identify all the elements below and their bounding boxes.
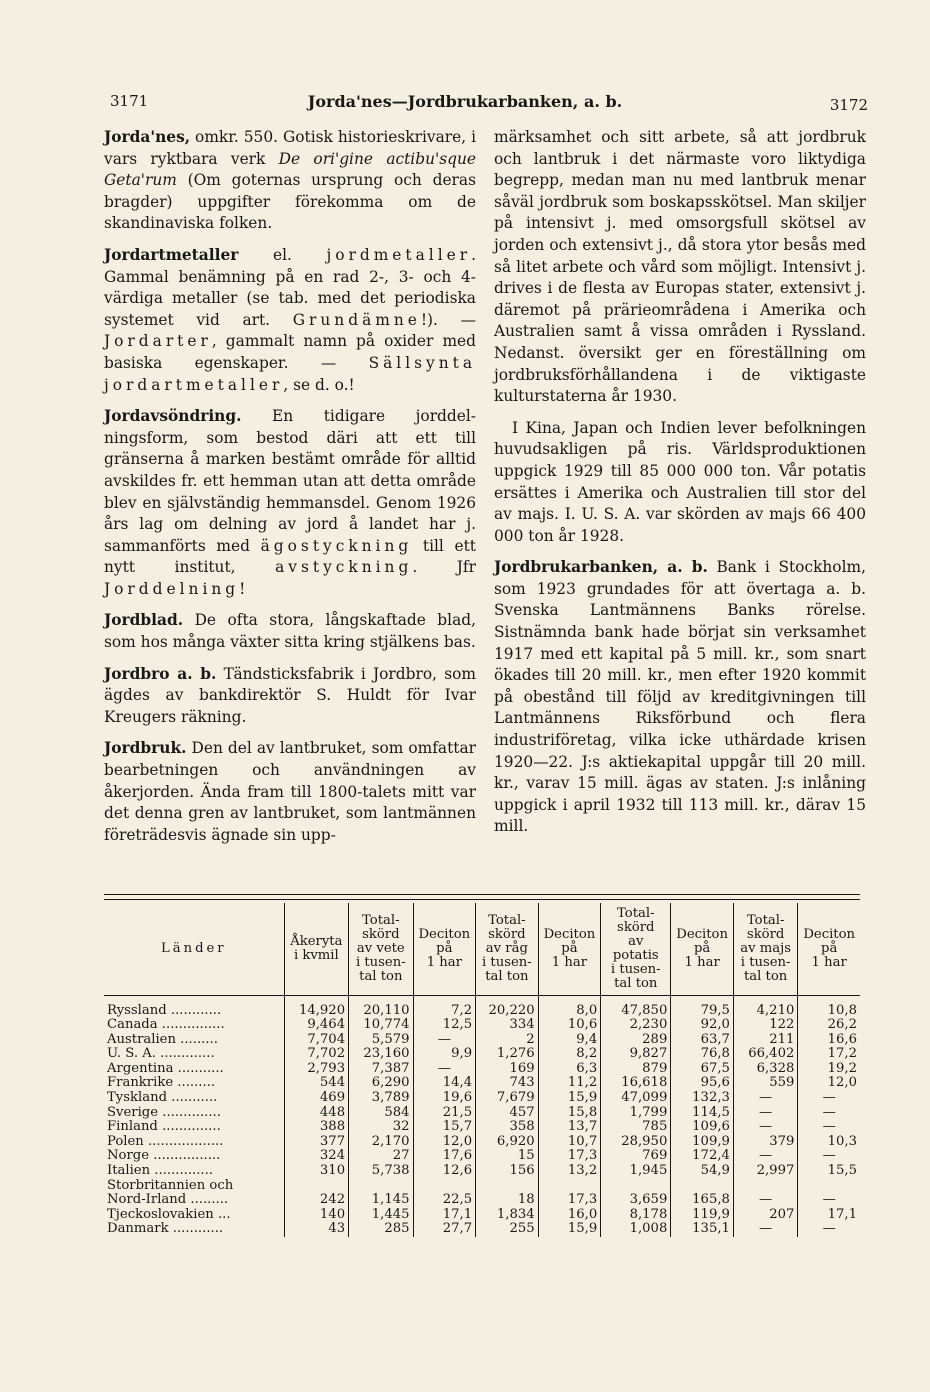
value-cell: 76,8: [671, 1047, 734, 1062]
table-header-row: [104, 903, 860, 995]
value-cell: 5,579: [349, 1033, 413, 1048]
value-cell: 15,9: [538, 1091, 601, 1106]
entry-jordavsondring: [104, 406, 476, 600]
value-cell: [671, 1179, 734, 1194]
value-cell: 109,6: [671, 1120, 734, 1135]
value-cell: 12,0: [413, 1135, 476, 1150]
entry-text: . Gammal benämning på en rad 2-, 3- och 4-värdiga metaller (se tab. med det periodiska systemet vid art.: [104, 245, 476, 329]
country-cell: Australien .........: [107, 1031, 218, 1047]
value-cell: 9,9: [413, 1047, 476, 1062]
value-cell: —: [733, 1106, 797, 1121]
entry-text: Den del av lantbruket, som omfattar bearbetningen och användningen av åkerjorden. Ända fram till 1800-talets mitt var det denna gren av lantbruket, som lantmännen företrädesvis ägnade sin upp-: [104, 739, 476, 844]
value-cell: 66,402: [733, 1047, 797, 1062]
value-cell: 8,2: [538, 1047, 601, 1062]
entry-text: En tidigare jorddelningsform, som bestod däri att ett till gränserna å marken bestämt område för alltid avskildes fr. ett hemman utan att detta område blev en självständig hemmansdel. Genom 1926 års lag om delning av jord å landet har j. sammanförts med: [104, 407, 476, 555]
value-cell: 15,9: [538, 1222, 601, 1237]
entry-text: , se d. o.!: [283, 375, 355, 394]
value-cell: 21,5: [413, 1106, 476, 1121]
value-cell: 23,160: [349, 1047, 413, 1062]
value-cell: 10,7: [538, 1135, 601, 1150]
value-cell: 26,2: [798, 1018, 860, 1033]
table-row: [104, 995, 860, 1018]
value-cell: 324: [284, 1149, 349, 1164]
spaced-term: jordmetaller: [326, 245, 472, 264]
table-row: [104, 1106, 860, 1121]
country-cell: Canada ...............: [107, 1017, 225, 1033]
table-row: [104, 1135, 860, 1150]
table-row: [104, 1062, 860, 1077]
value-cell: [538, 1179, 601, 1194]
country-cell: Ryssland ............: [107, 1002, 222, 1018]
entry-text: Tändsticksfabrik i Jordbro, som ägdes av bankdirektör S. Huldt för Ivar Kreugers räkning.: [104, 664, 476, 726]
value-cell: 11,2: [538, 1076, 601, 1091]
value-cell: 12,6: [413, 1164, 476, 1179]
value-cell: 17,2: [798, 1047, 860, 1062]
value-cell: 119,9: [671, 1208, 734, 1223]
value-cell: 379: [733, 1135, 797, 1150]
value-cell: 169: [476, 1062, 539, 1077]
value-cell: 1,276: [476, 1047, 539, 1062]
value-cell: 10,3: [798, 1135, 860, 1150]
value-cell: 12,5: [413, 1018, 476, 1033]
value-cell: 92,0: [671, 1018, 734, 1033]
value-cell: —: [733, 1091, 797, 1106]
value-cell: 16,0: [538, 1208, 601, 1223]
value-cell: 1,799: [601, 1106, 671, 1121]
value-cell: 289: [601, 1033, 671, 1048]
entry-head: Jordartmetaller: [104, 245, 239, 264]
value-cell: 14,4: [413, 1076, 476, 1091]
entry-jordbrukarbanken: [494, 557, 866, 838]
page-number-left: 3171: [110, 92, 149, 110]
value-cell: —: [733, 1193, 797, 1208]
value-cell: 47,850: [601, 995, 671, 1018]
value-cell: 10,6: [538, 1018, 601, 1033]
entry-head: Jordbruk.: [104, 739, 187, 758]
header-potato-total: Total- skörd av potatis i tusen- tal ton: [601, 903, 671, 995]
table-row: [104, 1164, 860, 1179]
country-cell: U. S. A. .............: [107, 1046, 215, 1062]
value-cell: 9,464: [284, 1018, 349, 1033]
table-row: [104, 1179, 860, 1194]
country-cell: Argentina ...........: [107, 1060, 224, 1076]
value-cell: [413, 1179, 476, 1194]
spaced-term: Grundämne: [292, 310, 421, 329]
value-cell: 19,6: [413, 1091, 476, 1106]
entry-text: , gammalt namn på oxider med basiska egenskaper. —: [104, 332, 476, 372]
table-row: [104, 1222, 860, 1237]
value-cell: 4,210: [733, 995, 797, 1018]
value-cell: 6,328: [733, 1062, 797, 1077]
value-cell: 14,920: [284, 995, 349, 1018]
value-cell: 1,008: [601, 1222, 671, 1237]
table-top-rule: [104, 894, 860, 895]
entry-text: !: [239, 579, 246, 598]
value-cell: 20,110: [349, 995, 413, 1018]
table-row: [104, 1047, 860, 1062]
country-cell: Nord-Irland .........: [107, 1192, 229, 1208]
value-cell: 5,738: [349, 1164, 413, 1179]
entry-text: !). —: [420, 310, 476, 329]
value-cell: 377: [284, 1135, 349, 1150]
value-cell: —: [798, 1149, 860, 1164]
entry-jordanes: [104, 127, 476, 235]
value-cell: 28,950: [601, 1135, 671, 1150]
value-cell: 7,2: [413, 995, 476, 1018]
header-maize-total: Total- skörd av majs i tusen- tal ton: [733, 903, 797, 995]
value-cell: 448: [284, 1106, 349, 1121]
table-row: [104, 1208, 860, 1223]
value-cell: 17,1: [798, 1208, 860, 1223]
entry-text: Bank i Stockholm, som 1923 grundades för att övertaga a. b. Svenska Lantmännens Banks rörelse. Sistnämnda bank hade börjat sin verksamhet 1917 med ett kapital på 5 mill. kr., som snart ökades till 20 mill. kr., men efter 1920 kommit på obestånd till följd av kreditgivningen till Lantmännens Riksförbund och flera industriföretag, vilka icke uthärdade krisen 1920—22. J:s aktiekapital uppgår till 20 mill. kr., varav 15 mill. ägas av staten. J:s inlåning uppgick i april 1932 till 113 mill. kr., därav 15 mill.: [494, 558, 866, 836]
value-cell: 255: [476, 1222, 539, 1237]
table-row: [104, 1091, 860, 1106]
value-cell: 1,145: [349, 1193, 413, 1208]
left-column: [104, 127, 476, 856]
value-cell: 1,945: [601, 1164, 671, 1179]
value-cell: 7,679: [476, 1091, 539, 1106]
work-title: De ori'gine actibu'sque Geta'rum: [104, 149, 476, 190]
value-cell: 13,7: [538, 1120, 601, 1135]
value-cell: 7,702: [284, 1047, 349, 1062]
entry-jordblad: [104, 610, 476, 653]
value-cell: 32: [349, 1120, 413, 1135]
value-cell: 16,618: [601, 1076, 671, 1091]
header-wheat-total: Total- skörd av vete i tusen- tal ton: [349, 903, 413, 995]
value-cell: 95,6: [671, 1076, 734, 1091]
value-cell: —: [733, 1222, 797, 1237]
value-cell: 43: [284, 1222, 349, 1237]
value-cell: 2,230: [601, 1018, 671, 1033]
spaced-term: Jordarter: [104, 332, 212, 351]
value-cell: 172,4: [671, 1149, 734, 1164]
value-cell: 743: [476, 1076, 539, 1091]
value-cell: 17,3: [538, 1149, 601, 1164]
value-cell: 13,2: [538, 1164, 601, 1179]
entry-head: Jorda'nes,: [104, 128, 191, 146]
table-row: [104, 1193, 860, 1208]
value-cell: 9,827: [601, 1047, 671, 1062]
table-row: [104, 1076, 860, 1091]
value-cell: 6,290: [349, 1076, 413, 1091]
value-cell: 156: [476, 1164, 539, 1179]
value-cell: 1,445: [349, 1208, 413, 1223]
value-cell: 6,3: [538, 1062, 601, 1077]
country-cell: Frankrike .........: [107, 1075, 216, 1091]
value-cell: 559: [733, 1076, 797, 1091]
table-row: [104, 1149, 860, 1164]
table-body: [104, 995, 860, 1237]
value-cell: 3,659: [601, 1193, 671, 1208]
value-cell: —: [733, 1120, 797, 1135]
value-cell: 8,178: [601, 1208, 671, 1223]
country-cell: Finland ..............: [107, 1119, 221, 1135]
value-cell: 3,789: [349, 1091, 413, 1106]
entry-text: (Om goternas ursprung och deras bragder) uppgifter förekomma om de skandinaviska folken.: [104, 171, 476, 233]
table-top-rule: [104, 899, 860, 900]
value-cell: 584: [349, 1106, 413, 1121]
header-arable-area: Åkeryta i kvmil: [284, 903, 349, 995]
value-cell: [798, 1179, 860, 1194]
entry-jordbruk-continued: märksamhet och sitt arbete, så att jordbruk och lantbruk i det närmaste voro liktydiga begrepp, medan man nu med lantbruk menar såväl jordbruk som boskapsskötsel. Man skiljer på intensivt j. med omsorgsfull skötsel av jorden och extensivt j., då stora ytor besås med så litet arbete och vård som möjligt. Intensivt j. drives i de flesta av Europas stater, extensivt j. däremot på prärieområdena i Amerika och Australien samt å vissa områden i Ryssland. Nedanst. översikt ger en föreställning om jordbruksförhållandena i de viktigaste kulturstaterna år 1930.: [494, 128, 866, 406]
value-cell: [476, 1179, 539, 1194]
entry-jordbruk-kina: I Kina, Japan och Indien lever befolkningen huvudsakligen på ris. Världsproduktionen uppgick 1929 till 85 000 000 ton. Vår potatis ersättes i Amerika och Australien till stor del av majs. I. U. S. A. var skörden av majs 66 400 000 ton år 1928.: [494, 418, 866, 545]
value-cell: 2: [476, 1033, 539, 1048]
entry-head: Jordbro a. b.: [104, 664, 217, 683]
value-cell: 67,5: [671, 1062, 734, 1077]
header-wheat-yield: Deciton på 1 har: [413, 903, 476, 995]
value-cell: 6,920: [476, 1135, 539, 1150]
country-cell: Storbritannien och: [107, 1177, 234, 1193]
value-cell: 114,5: [671, 1106, 734, 1121]
entry-jordbro: [104, 664, 476, 729]
value-cell: 17,3: [538, 1193, 601, 1208]
header-countries: Länder: [104, 903, 284, 995]
value-cell: 12,0: [798, 1076, 860, 1091]
value-cell: —: [733, 1149, 797, 1164]
value-cell: 310: [284, 1164, 349, 1179]
value-cell: 15,5: [798, 1164, 860, 1179]
value-cell: —: [798, 1106, 860, 1121]
country-cell: Norge ................: [107, 1148, 221, 1164]
value-cell: —: [798, 1222, 860, 1237]
value-cell: [733, 1179, 797, 1194]
value-cell: 7,387: [349, 1062, 413, 1077]
value-cell: 132,3: [671, 1091, 734, 1106]
value-cell: 15: [476, 1149, 539, 1164]
value-cell: 242: [284, 1193, 349, 1208]
value-cell: 285: [349, 1222, 413, 1237]
value-cell: 15,8: [538, 1106, 601, 1121]
value-cell: —: [413, 1062, 476, 1077]
entry-head: Jordblad.: [104, 611, 184, 630]
table-row: [104, 1120, 860, 1135]
value-cell: 122: [733, 1018, 797, 1033]
header-maize-yield: Deciton på 1 har: [798, 903, 860, 995]
value-cell: 135,1: [671, 1222, 734, 1237]
crop-statistics-table: [104, 903, 860, 1237]
entry-jordbruk: [104, 738, 476, 846]
value-cell: 1,834: [476, 1208, 539, 1223]
spaced-term: ägostyckning: [260, 536, 413, 555]
table-row: [104, 1018, 860, 1033]
value-cell: 334: [476, 1018, 539, 1033]
entry-head: Jordavsöndring.: [104, 407, 242, 426]
value-cell: 207: [733, 1208, 797, 1223]
value-cell: 457: [476, 1106, 539, 1121]
value-cell: 2,170: [349, 1135, 413, 1150]
page-number-right: 3172: [829, 96, 868, 114]
value-cell: [349, 1179, 413, 1194]
running-title: Jorda'nes—Jordbrukarbanken, a. b.: [307, 92, 623, 111]
header-rye-yield: Deciton på 1 har: [538, 903, 601, 995]
value-cell: 2,997: [733, 1164, 797, 1179]
header-potato-yield: Deciton på 1 har: [671, 903, 734, 995]
value-cell: 879: [601, 1062, 671, 1077]
country-cell: Italien ..............: [107, 1163, 213, 1179]
spaced-term: avstyckning: [275, 558, 413, 577]
country-cell: Tyskland ...........: [107, 1090, 218, 1106]
value-cell: 388: [284, 1120, 349, 1135]
header-rye-total: Total- skörd av råg i tusen- tal ton: [476, 903, 539, 995]
value-cell: 358: [476, 1120, 539, 1135]
value-cell: 20,220: [476, 995, 539, 1018]
value-cell: 7,704: [284, 1033, 349, 1048]
value-cell: —: [413, 1033, 476, 1048]
value-cell: 16,6: [798, 1033, 860, 1048]
value-cell: 469: [284, 1091, 349, 1106]
right-column: [494, 127, 866, 848]
entry-text: . Jfr: [412, 558, 476, 577]
value-cell: 79,5: [671, 995, 734, 1018]
entry-text: omkr. 550. Gotisk historieskrivare, i vars ryktbara verk: [104, 128, 476, 168]
entry-text: De ofta stora, långskaftade blad, som hos många växter sitta kring stjälkens bas.: [104, 611, 476, 652]
value-cell: 27: [349, 1149, 413, 1164]
value-cell: 22,5: [413, 1193, 476, 1208]
country-cell: Danmark ............: [107, 1221, 224, 1237]
value-cell: 109,9: [671, 1135, 734, 1150]
value-cell: 17,6: [413, 1149, 476, 1164]
value-cell: 769: [601, 1149, 671, 1164]
value-cell: —: [798, 1120, 860, 1135]
value-cell: 15,7: [413, 1120, 476, 1135]
value-cell: 63,7: [671, 1033, 734, 1048]
value-cell: 19,2: [798, 1062, 860, 1077]
value-cell: 17,1: [413, 1208, 476, 1223]
spaced-term: Sällsynta jordartmetaller: [104, 353, 476, 394]
value-cell: [601, 1179, 671, 1194]
entry-text: till ett nytt institut,: [104, 536, 476, 577]
value-cell: 54,9: [671, 1164, 734, 1179]
value-cell: 165,8: [671, 1193, 734, 1208]
value-cell: 10,774: [349, 1018, 413, 1033]
country-cell: Tjeckoslovakien ...: [107, 1206, 231, 1222]
value-cell: 2,793: [284, 1062, 349, 1077]
value-cell: —: [798, 1193, 860, 1208]
entry-text: el.: [238, 245, 327, 264]
value-cell: 10,8: [798, 995, 860, 1018]
value-cell: 8,0: [538, 995, 601, 1018]
value-cell: 140: [284, 1208, 349, 1223]
entry-jordartmetaller: [104, 245, 476, 396]
value-cell: 47,099: [601, 1091, 671, 1106]
value-cell: —: [798, 1091, 860, 1106]
value-cell: [284, 1179, 349, 1194]
value-cell: 18: [476, 1193, 539, 1208]
value-cell: 544: [284, 1076, 349, 1091]
country-cell: Polen ..................: [107, 1133, 224, 1149]
value-cell: 211: [733, 1033, 797, 1048]
value-cell: 27,7: [413, 1222, 476, 1237]
value-cell: 9,4: [538, 1033, 601, 1048]
country-cell: Sverige ..............: [107, 1104, 221, 1120]
value-cell: 785: [601, 1120, 671, 1135]
table-row: [104, 1033, 860, 1048]
spaced-term: Jorddelning: [104, 579, 240, 598]
entry-head: Jordbrukarbanken, a. b.: [494, 558, 708, 577]
